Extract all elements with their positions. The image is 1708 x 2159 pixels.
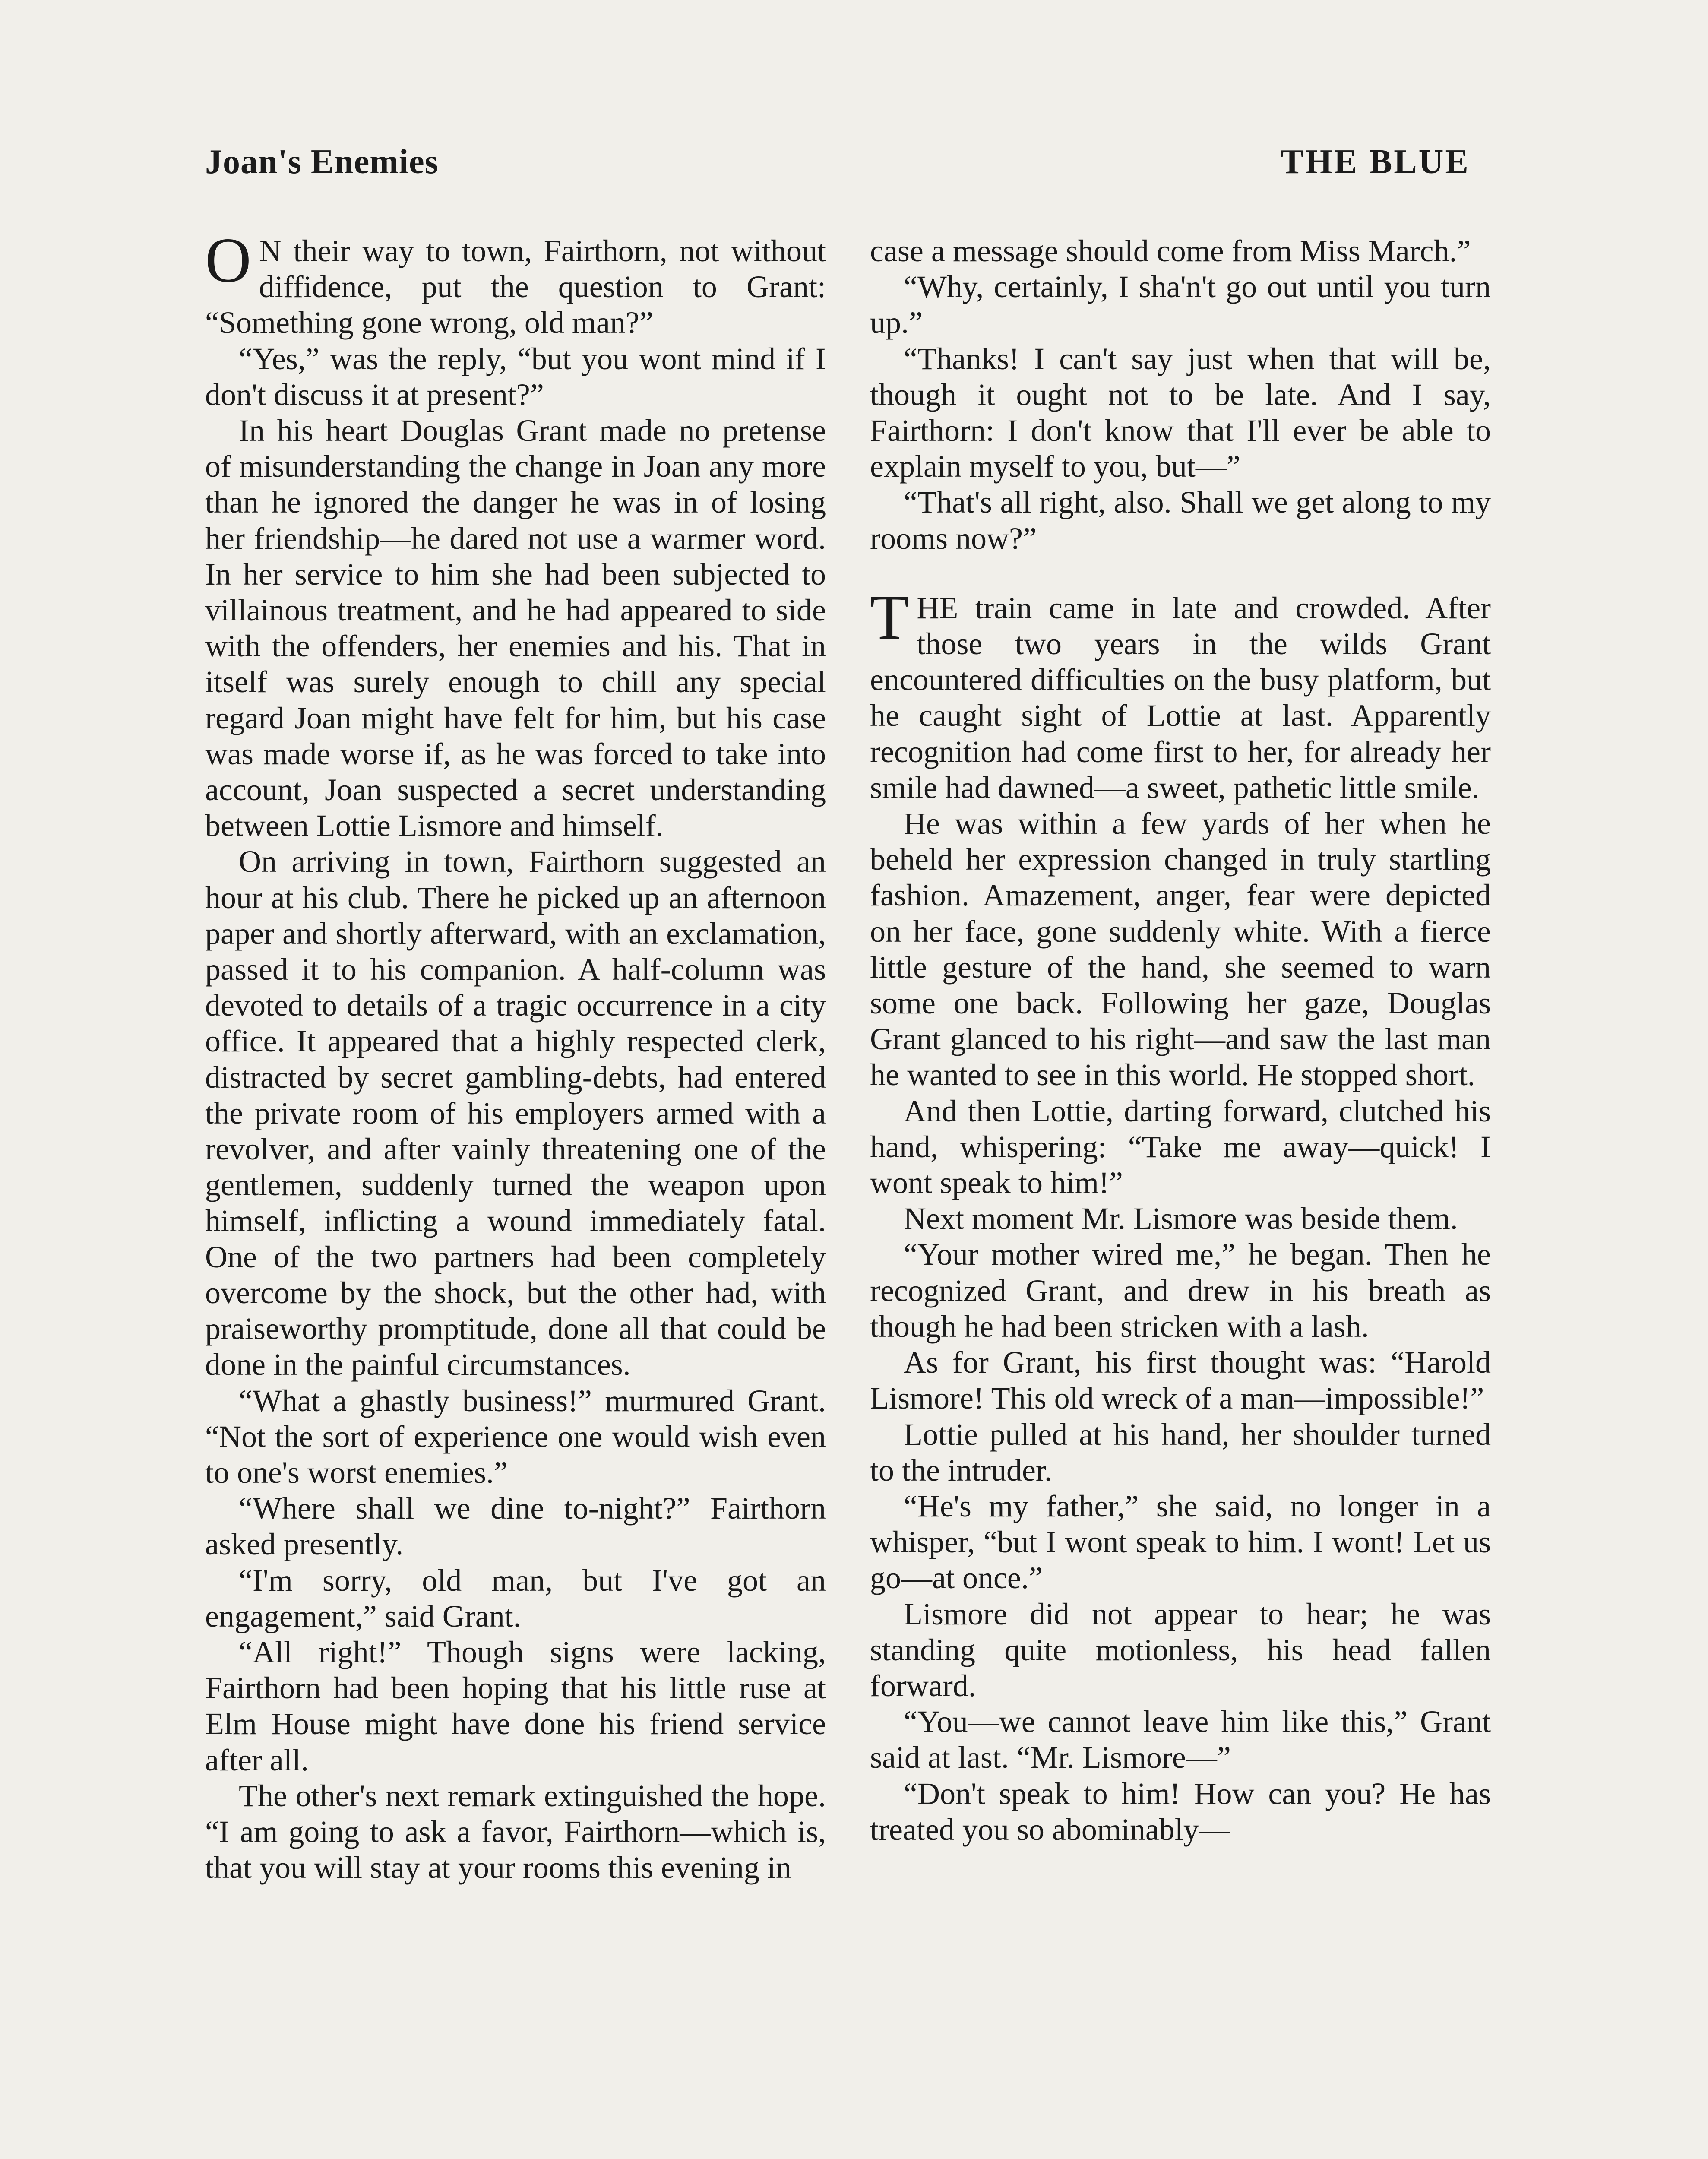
paragraph: He was within a few yards of her when he beheld her expression changed in truly startling fashion. Amazement, anger, fear were depicted on her face, gone suddenly white. With a fierce little gesture of the hand, she seemed to warn some one back. Following her gaze, Douglas Grant glanced to his right—and saw the last man he wanted to see in this world. He stopped short. bbox=[870, 806, 1491, 1092]
paragraph: “You—we cannot leave him like this,” Grant said at last. “Mr. Lismore—” bbox=[870, 1704, 1491, 1775]
drop-cap: O bbox=[205, 225, 251, 296]
paragraph: case a message should come from Miss March.” bbox=[870, 234, 1471, 268]
paragraph: “That's all right, also. Shall we get along to my rooms now?” bbox=[870, 485, 1491, 556]
left-column bbox=[205, 225, 826, 1886]
paragraph: “Your mother wired me,” he began. Then he recognized Grant, and drew in his breath as though he had been stricken with a lash. bbox=[870, 1237, 1491, 1344]
paragraph: On arriving in town, Fairthorn suggested an hour at his club. There he picked up an afternoon paper and shortly afterward, with an exclamation, passed it to his companion. A half-column was devoted to details of a tragic occurrence in a city office. It appeared that a highly respected clerk, distracted by secret gambling-debts, had entered the private room of his employers armed with a revolver, and after vainly threatening one of the gentlemen, suddenly turned the weapon upon himself, inflicting a wound immediately fatal. One of the two partners had been completely overcome by the shock, but the other had, with praiseworthy promptitude, done all that could be done in the painful circumstances. bbox=[205, 844, 826, 1382]
paragraph: “All right!” Though signs were lacking, Fairthorn had been hoping that his little ruse at Elm House might have done his friend service after all. bbox=[205, 1634, 826, 1777]
paragraph bbox=[870, 582, 1491, 806]
paragraph: Lottie pulled at his hand, her shoulder turned to the intruder. bbox=[870, 1417, 1491, 1488]
drop-cap: T bbox=[870, 582, 909, 653]
paragraph: “I'm sorry, old man, but I've got an engagement,” said Grant. bbox=[205, 1563, 826, 1633]
paragraph: Next moment Mr. Lismore was beside them. bbox=[904, 1201, 1458, 1236]
paragraph: And then Lottie, darting forward, clutched his hand, whispering: “Take me away—quick! I wont speak to him!” bbox=[870, 1093, 1491, 1200]
paragraph: “Yes,” was the reply, “but you wont mind if I don't discuss it at present?” bbox=[205, 341, 826, 412]
paragraph: “Thanks! I can't say just when that will be, though it ought not to be late. And I say, Fairthorn: I don't know that I'll ever be able to explain myself to you, but—” bbox=[870, 341, 1491, 484]
paragraph: “What a ghastly business!” murmured Grant. “Not the sort of experience one would wish even to one's worst enemies.” bbox=[205, 1383, 826, 1490]
paragraph: The other's next remark extinguished the hope. “I am going to ask a favor, Fairthorn—which is, that you will stay at your rooms this evening in bbox=[205, 1778, 826, 1885]
paragraph-text: N their way to town, Fairthorn, not without diffidence, put the question to Grant: “Something gone wrong, old man?” bbox=[205, 234, 826, 340]
paragraph: In his heart Douglas Grant made no pretense of misunderstanding the change in Joan any more than he ignored the danger he was in of losing her friendship—he dared not use a warmer word. In her service to him she had been subjected to villainous treatment, and he had appeared to side with the offenders, her enemies and his. That in itself was surely enough to chill any special regard Joan might have felt for him, but his case was made worse if, as he was forced to take into account, Joan suspected a secret understanding between Lottie Lismore and himself. bbox=[205, 413, 826, 843]
running-head-magazine: THE BLUE bbox=[1281, 143, 1470, 181]
running-head-title: Joan's Enemies bbox=[205, 143, 439, 181]
right-column bbox=[870, 233, 1491, 1848]
paragraph: “He's my father,” she said, no longer in a whisper, “but I wont speak to him. I wont! Let us go—at once.” bbox=[870, 1488, 1491, 1596]
paragraph bbox=[205, 225, 826, 341]
paragraph: “Where shall we dine to-night?” Fairthorn asked presently. bbox=[205, 1491, 826, 1562]
paragraph-text: HE train came in late and crowded. After those two years in the wilds Grant encountered difficulties on the busy platform, but he caught sight of Lottie at last. Apparently recognition had come first to her, for already her smile had dawned—a sweet, pathetic little smile. bbox=[870, 590, 1491, 805]
paragraph: Lismore did not appear to hear; he was standing quite motionless, his head fallen forward. bbox=[870, 1596, 1491, 1703]
paragraph: “Don't speak to him! How can you? He has treated you so abominably— bbox=[870, 1776, 1491, 1847]
paragraph: As for Grant, his first thought was: “Harold Lismore! This old wreck of a man—impossible!” bbox=[870, 1345, 1491, 1416]
paragraph: “Why, certainly, I sha'n't go out until you turn up.” bbox=[870, 269, 1491, 340]
